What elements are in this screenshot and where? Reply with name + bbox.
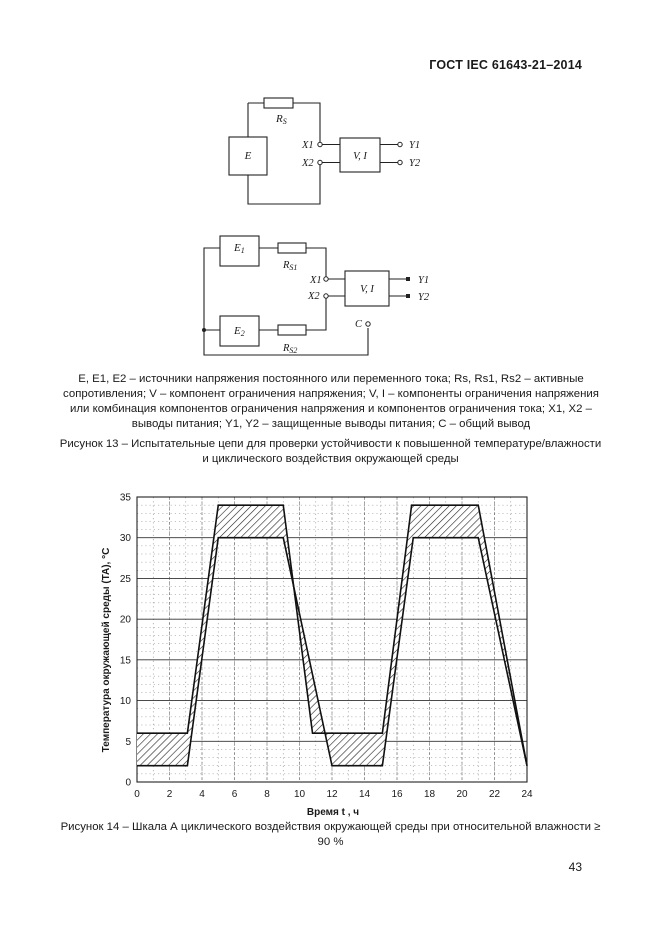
source-e-label: E: [244, 150, 252, 162]
resistor-rs1-label: RS1: [283, 260, 298, 272]
resistor-rs2-label: RS2: [283, 343, 298, 355]
x-tick-label: 20: [456, 789, 468, 800]
legend-line-3: или комбинация компонентов ограничения напряжения и компонентов ограничения тока; X1, X2 –: [70, 403, 592, 415]
y-tick-label: 20: [119, 614, 131, 626]
legend-line-2: сопротивления; V – компонент ограничения напряжения; V, I – компоненты ограничения напряжения: [63, 388, 599, 400]
x-tick-label: 2: [166, 789, 173, 800]
source-e2-label: E2: [234, 325, 245, 338]
x-tick-label: 24: [521, 789, 533, 800]
y-tick-label: 35: [119, 492, 131, 504]
x2-label-2: X2: [308, 291, 320, 302]
component-vi-label-2: V, I: [360, 284, 374, 295]
x-tick-label: 12: [326, 789, 338, 800]
x-tick-label: 6: [231, 789, 238, 800]
figure-13-caption-line-2: и циклического воздействия окружающей среды: [202, 453, 459, 465]
y-tick-label: 15: [119, 655, 131, 667]
y-tick-label: 10: [119, 696, 131, 708]
figure-14-caption: [20, 820, 641, 850]
y-tick-label: 5: [125, 736, 131, 748]
y-tick-label: 0: [125, 777, 131, 789]
y1-label: Y1: [409, 140, 421, 151]
figure-13-caption-line-1: Рисунок 13 – Испытательные цепи для проверки устойчивости к повышенной температуре/влажности: [59, 438, 602, 450]
x1-label: X1: [302, 140, 314, 151]
page-number: 43: [568, 860, 582, 874]
x2-label: X2: [302, 158, 314, 169]
common-c-label: C: [355, 319, 363, 330]
y2-label-2: Y2: [418, 292, 430, 303]
y-tick-label: 30: [119, 533, 131, 545]
x-tick-label: 10: [293, 789, 306, 800]
x-tick-label: 22: [488, 789, 501, 800]
y-tick-label: 25: [119, 573, 131, 585]
lower-limit-line: [137, 538, 527, 766]
resistor-rs-label: RS: [276, 113, 287, 126]
standard-code-header: ГОСТ IEC 61643-21–2014: [429, 58, 582, 72]
figure-14-caption-line-2: 90 %: [317, 836, 344, 848]
legend-line-4: выводы питания; Y1, Y2 – защищенные выводы питания; C – общий вывод: [131, 418, 531, 430]
y1-label-2: Y1: [418, 275, 430, 286]
component-vi-label: V, I: [353, 151, 367, 162]
x-tick-label: 14: [358, 789, 371, 800]
legend-line-1: E, E1, E2 – источники напряжения постоянного или переменного тока; Rs, Rs1, Rs2 – активные: [78, 373, 584, 385]
source-e1-label: E1: [234, 242, 245, 255]
x1-label-2: X1: [310, 275, 322, 286]
x-tick-label: 4: [199, 789, 205, 800]
figure-14-caption-line-1: Рисунок 14 – Шкала А циклического воздействия окружающей среды при относительной влажности ≥: [60, 821, 601, 833]
x-tick-label: 0: [134, 789, 140, 800]
x-tick-label: 8: [264, 789, 270, 800]
y-axis-label: Температура окружающей среды (TA), °C: [101, 547, 112, 753]
x-tick-label: 16: [391, 789, 403, 800]
y2-label: Y2: [409, 158, 421, 169]
x-tick-label: 18: [423, 789, 436, 800]
x-axis-label: Время t , ч: [306, 807, 360, 818]
